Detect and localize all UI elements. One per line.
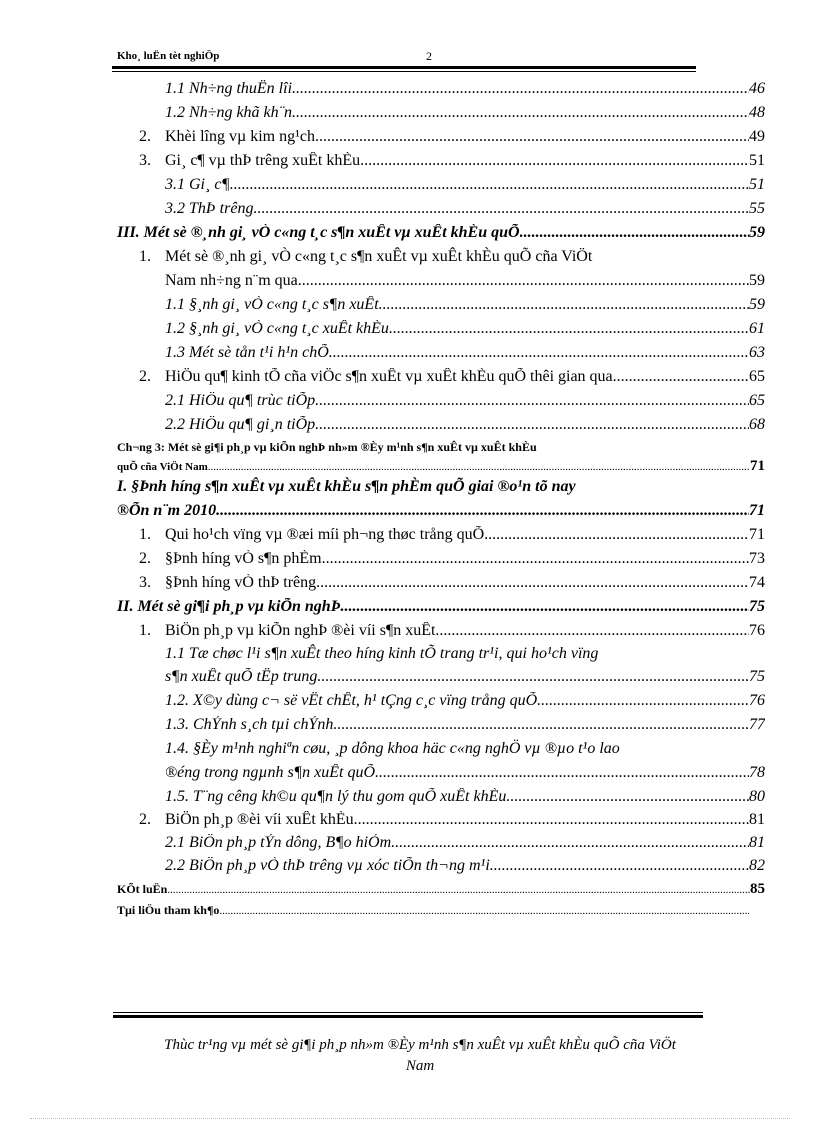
footer-rule-thin xyxy=(113,1012,703,1013)
toc-entry: 2. HiÖu qu¶ kinh tÕ cña viÖc s¶n xuÊt vµ xuÊt khÈu quÕ thêi gian qua ..... 65 xyxy=(139,368,765,386)
toc-section-heading-line1: I. §Þnh híng s¶n xuÊt vµ xuÊt khÈu s¶n phÈm quÕ giai ®o¹n tõ nay xyxy=(117,478,576,495)
toc-entry: 3.1 Gi¸ c¶ ..... 51 xyxy=(165,176,765,194)
toc-entry: 1.3 Mét sè tån t¹i h¹n chÕ ..... 63 xyxy=(165,344,765,362)
toc-chapter-heading-line1: Ch¬ng 3: Mét sè gi¶i ph¸p vµ kiÕn nghÞ nh»m ®Èy m¹nh s¶n xuÊt vµ xuÊt khÈu xyxy=(117,440,537,454)
toc-entry: 2. §Þnh híng vÒ s¶n phÈm ..... 73 xyxy=(139,550,765,568)
toc-entry: 1.2 §¸nh gi¸ vÒ c«ng t¸c xuÊt khÈu ..... 61 xyxy=(165,320,765,338)
toc-entry: 1.1 Nh÷ng thuËn lîi ..... 46 xyxy=(165,80,765,98)
page-number: 2 xyxy=(426,49,432,63)
toc-entry-line1: 1.4. §Èy m¹nh nghiªn cøu, ¸p dông khoa häc c«ng nghÖ vµ ®µo t¹o lao xyxy=(165,740,620,757)
toc-section-heading: III. Mét sè ®¸nh gi¸ vÒ c«ng t¸c s¶n xuÊt vµ xuÊt khÈu quÕ ..... 59 xyxy=(117,224,765,242)
toc-entry: 2. Khèi lîng vµ kim ng¹ch ..... 49 xyxy=(139,128,765,146)
toc-entry: 3.2 ThÞ trêng ..... 55 xyxy=(165,200,765,218)
toc-entry: s¶n xuÊt quÕ tËp trung ..... 75 xyxy=(165,668,765,686)
footer-line2: Nam xyxy=(405,1058,435,1074)
toc-entry: 2.1 BiÖn ph¸p tÝn dông, B¶o hiÓm ..... 81 xyxy=(165,834,765,852)
toc-chapter-heading: quÕ cña ViÖt Nam ..... 71 xyxy=(117,458,765,475)
toc-entry: 2.2 HiÖu qu¶ gi¸n tiÕp ..... 68 xyxy=(165,416,765,434)
toc-entry-line1: 1.1 Tæ chøc l¹i s¶n xuÊt theo híng kinh tÕ trang tr¹i, qui ho¹ch vïng xyxy=(165,645,599,662)
running-footer xyxy=(100,1035,740,1077)
toc-entry-references: Tµi liÖu tham kh¶o ..... xyxy=(117,903,749,918)
toc-entry: 1.1 §¸nh gi¸ vÒ c«ng t¸c s¶n xuÊt ..... 59 xyxy=(165,296,765,314)
toc-entry: 2.1 HiÖu qu¶ trùc tiÕp ..... 65 xyxy=(165,392,765,410)
toc-entry: 2.2 BiÖn ph¸p vÒ thÞ trêng vµ xóc tiÕn th¬ng m¹i ..... 82 xyxy=(165,857,765,875)
page-edge xyxy=(30,1118,790,1119)
toc-entry: Nam nh÷ng n¨m qua ..... 59 xyxy=(165,272,765,290)
toc-entry: 1.3. ChÝnh s¸ch tµi chÝnh ..... 77 xyxy=(165,716,765,734)
running-header-title: Kho¸ luËn tèt nghiÖp xyxy=(117,50,220,62)
toc-entry: 1.2. X©y dùng c¬ së vËt chÊt, h¹ tÇng c¸c vïng trång quÕ ..... 76 xyxy=(165,692,765,710)
toc-entry: 3. Gi¸ c¶ vµ thÞ trêng xuÊt khÈu ..... 51 xyxy=(139,152,765,170)
toc-entry: 1. Qui ho¹ch vïng vµ ®æi míi ph¬ng thøc trång quÕ ..... 71 xyxy=(139,526,765,544)
toc-entry: 3. §Þnh híng vÒ thÞ trêng ..... 74 xyxy=(139,574,765,592)
header-rule-thick xyxy=(112,66,696,69)
toc-entry-conclusion: KÕt luËn ..... 85 xyxy=(117,881,765,898)
toc-entry: 2. BiÖn ph¸p ®èi víi xuÊt khÈu ..... 81 xyxy=(139,811,765,829)
toc-entry-line1: 1. Mét sè ®¸nh gi¸ vÒ c«ng t¸c s¶n xuÊt vµ xuÊt khÈu quÕ cña ViÖt xyxy=(139,248,593,265)
footer-rule-thick xyxy=(113,1015,703,1018)
toc-section-heading: II. Mét sè gi¶i ph¸p vµ kiÕn nghÞ ..... 75 xyxy=(117,598,765,616)
toc-entry: 1.2 Nh÷ng khã kh¨n ..... 48 xyxy=(165,104,765,122)
toc-section-heading: ®Õn n¨m 2010 ..... 71 xyxy=(117,502,765,520)
toc-entry: 1. BiÖn ph¸p vµ kiÕn nghÞ ®èi víi s¶n xuÊt ..... 76 xyxy=(139,622,765,640)
header-rule-thin xyxy=(112,71,696,72)
toc-entry: ®éng trong ngµnh s¶n xuÊt quÕ ..... 78 xyxy=(165,764,765,782)
footer-line1: Thùc tr¹ng vµ mét sè gi¶i ph¸p nh»m ®Èy m¹nh s¶n xuÊt vµ xuÊt khÈu quÕ cña ViÖt xyxy=(164,1037,676,1053)
toc-entry: 1.5. T¨ng cêng kh©u qu¶n lý thu gom quÕ xuÊt khÈu ..... 80 xyxy=(165,788,765,806)
